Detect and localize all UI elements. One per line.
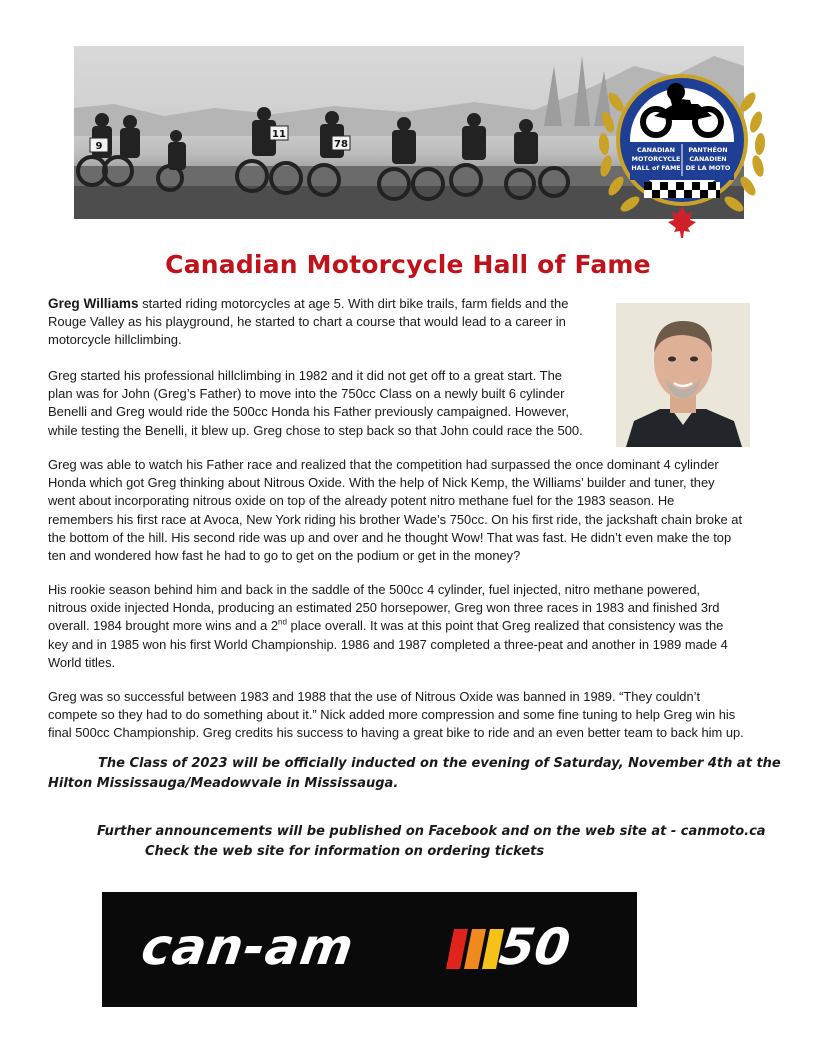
- paragraph-line: nitrous oxide injected Honda, producing an estimated 250 horsepower, Greg won three races in 1983 and finished 3rd: [48, 600, 720, 616]
- paragraph-line: place overall. It was at this point that Greg realized that consistency was the: [286, 618, 724, 634]
- article-paragraph: [48, 456, 742, 565]
- paragraph-line: Greg was able to watch his Father race and realized that the competition had surpassed the once dominant 4 cylinder: [48, 457, 719, 472]
- paragraph-line: Greg started his professional hillclimbing in 1982 and it did not get off to a great start. The: [48, 368, 563, 383]
- paragraph-line: motorcycle hillclimbing.: [48, 332, 182, 348]
- paragraph-line: His rookie season behind him and back in the saddle of the 500cc 4 cylinder, fuel injected, nitro methane powered,: [48, 582, 701, 597]
- paragraph-line: plan was for John (Greg’s Father) to move into the 750cc Class on a newly built 6 cylinder: [48, 386, 565, 402]
- paragraph-line: World titles.: [48, 654, 116, 670]
- paragraph-line: went about incorporating nitrous oxide on top of the already potent nitro methane fuel for the 1983 season. He: [48, 493, 675, 509]
- paragraph-line: compete so they had to do something about it.” Nick added more compression and some fine tuning to help Greg win his: [48, 707, 736, 723]
- rider-number: 78: [334, 139, 348, 150]
- article-paragraph: [48, 581, 728, 672]
- paragraph-line: Honda which got Greg thinking about Nitrous Oxide. With the help of Nick Kemp, the Williams’ builder and tuner, they: [48, 475, 715, 491]
- logo-text-en: MOTORCYCLE: [631, 155, 681, 163]
- announcement-line: Check the web site for information on ordering tickets: [145, 844, 545, 859]
- paragraph-line: while testing the Benelli, it blew up. Greg chose to step back so that John could race the 500.: [48, 422, 583, 438]
- maple-leaf-icon: [668, 206, 696, 238]
- subject-name: Greg Williams: [48, 296, 139, 311]
- paragraph-line: overall. 1984 brought more wins and a 2: [48, 618, 279, 634]
- paragraph-line: the bottom of the hill. His second ride was up and over and he thought Wow! That was fast. He didn’t even make the top: [48, 529, 732, 545]
- announcement-line: Further announcements will be published on Facebook and on the web site at - canmoto.ca: [97, 824, 766, 839]
- induction-note: Hilton Mississauga/Meadowvale in Mississauga.: [48, 776, 399, 791]
- paragraph-line: key and in 1985 won his first World Championship. 1986 and 1987 completed a three-peat and another in 1989 made 4: [48, 636, 728, 652]
- anniversary-number: 50: [495, 918, 574, 976]
- logo-text-en: CANADIAN: [637, 146, 675, 154]
- article-paragraph: [48, 367, 583, 440]
- logo-text-en: HALL of FAME: [631, 164, 681, 172]
- ordinal-suffix: nd: [278, 618, 287, 628]
- paragraph-line: Rouge Valley as his playground, he started to chart a course that would lead to a career in: [48, 314, 566, 330]
- logo-text-fr: DE LA MOTO: [685, 164, 731, 172]
- can-am-50-banner: [102, 892, 637, 1007]
- page-title: Canadian Motorcycle Hall of Fame: [165, 250, 651, 279]
- induction-note: The Class of 2023 will be officially inducted on the evening of Saturday, November 4th at the: [98, 756, 781, 771]
- hall-of-fame-logo: [594, 56, 770, 238]
- paragraph-line: Greg was so successful between 1983 and 1988 that the use of Nitrous Oxide was banned in 1989. “They couldn’t: [48, 689, 701, 704]
- brand-wordmark: can-am: [137, 918, 358, 976]
- rider-number: 11: [272, 129, 286, 140]
- paragraph-line: Benelli and Greg would ride the 500cc Honda his Father previously campaigned. However,: [48, 404, 570, 420]
- paragraph-line: ten and wondered how fast he had to go to get on the podium or get in the money?: [48, 548, 521, 564]
- logo-text-fr: CANADIEN: [689, 155, 727, 163]
- paragraph-line: started riding motorcycles at age 5. With dirt bike trails, farm fields and the: [138, 296, 569, 311]
- rider-number: 9: [95, 141, 103, 152]
- logo-text-fr: PANTHÉON: [688, 146, 728, 154]
- checkered-flag-icon: [644, 182, 720, 198]
- paragraph-line: final 500cc Championship. Greg credits his success to having a great bike to ride and an even better team to back him up.: [48, 725, 744, 741]
- article-paragraph: [48, 295, 568, 350]
- greg-williams-portrait: [616, 303, 750, 447]
- article-paragraph: [48, 688, 744, 743]
- paragraph-line: remembers his first race at Avoca, New York riding his brother Wade’s 750cc. On his first ride, the jackshaft chain broke at: [48, 511, 743, 527]
